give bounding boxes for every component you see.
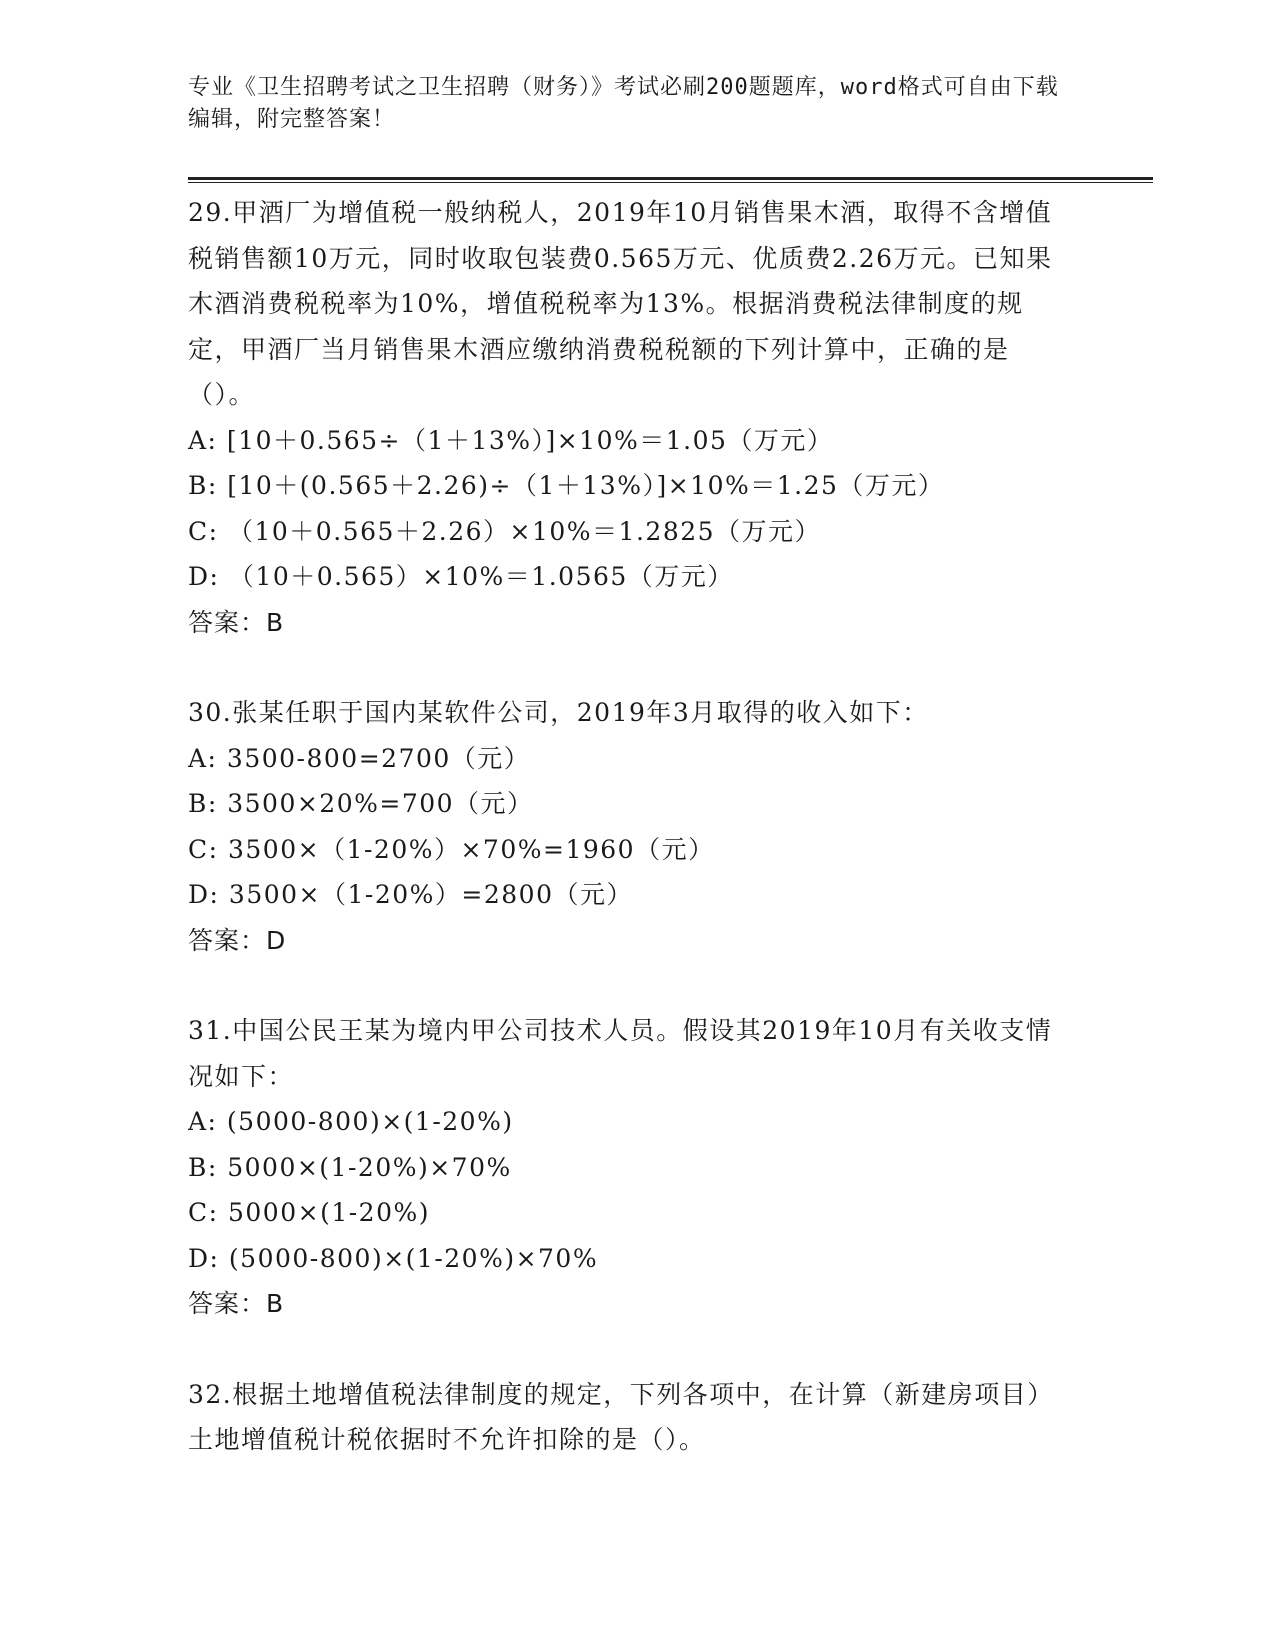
option-b: B: 3500×20%=700（元） bbox=[188, 789, 534, 818]
question-30 bbox=[188, 690, 1068, 963]
option-d: D: 3500×（1-20%）=2800（元） bbox=[188, 880, 633, 909]
question-29 bbox=[188, 190, 1068, 645]
option-b: B: [10＋(0.565＋2.26)÷（1＋13%）]×10%＝1.25（万元） bbox=[188, 471, 945, 500]
option-b: B: 5000×(1-20%)×70% bbox=[188, 1152, 512, 1182]
question-list bbox=[188, 190, 1068, 1508]
document-header: 专业《卫生招聘考试之卫生招聘（财务）》考试必刷200题题库，word格式可自由下载编辑，附完整答案！ bbox=[188, 75, 1059, 132]
question-stem: 30.张某任职于国内某软件公司，2019年3月取得的收入如下： bbox=[188, 698, 929, 727]
option-c: C: 3500×（1-20%）×70%=1960（元） bbox=[188, 834, 715, 864]
header-divider-thick bbox=[188, 177, 1153, 180]
option-c: C: 5000×(1-20%) bbox=[188, 1198, 430, 1227]
option-a: A: [10＋0.565÷（1＋13%）]×10%＝1.05（万元） bbox=[188, 425, 834, 455]
question-stem: 31.中国公民王某为境内甲公司技术人员。假设其2019年10月有关收支情况如下： bbox=[188, 1016, 1053, 1091]
option-d: D: (5000-800)×(1-20%)×70% bbox=[188, 1243, 599, 1273]
question-31 bbox=[188, 1008, 1068, 1327]
header-divider-thin bbox=[188, 182, 1153, 183]
question-stem: 29.甲酒厂为增值税一般纳税人，2019年10月销售果木酒，取得不含增值税销售额10万元，同时收取包装费0.565万元、优质费2.26万元。已知果木酒消费税税率为10%，增值税税率为13%。根据消费税法律制度的规定，甲酒厂当月销售果木酒应缴纳消费税税额的下列计算中，正确的是（）。 bbox=[188, 198, 1053, 409]
question-stem: 32.根据土地增值税法律制度的规定，下列各项中，在计算（新建房项目）土地增值税计税依据时不允许扣除的是（）。 bbox=[188, 1379, 1054, 1454]
option-c: C: （10＋0.565＋2.26）×10%＝1.2825（万元） bbox=[188, 516, 822, 546]
option-d: D: （10＋0.565）×10%＝1.0565（万元） bbox=[188, 562, 734, 591]
answer-line: 答案：B bbox=[188, 1289, 285, 1318]
answer-line: 答案：B bbox=[188, 607, 285, 637]
answer-line: 答案：D bbox=[188, 925, 287, 955]
option-a: A: (5000-800)×(1-20%) bbox=[188, 1107, 514, 1136]
option-a: A: 3500-800=2700（元） bbox=[188, 743, 531, 773]
question-32 bbox=[188, 1372, 1068, 1463]
